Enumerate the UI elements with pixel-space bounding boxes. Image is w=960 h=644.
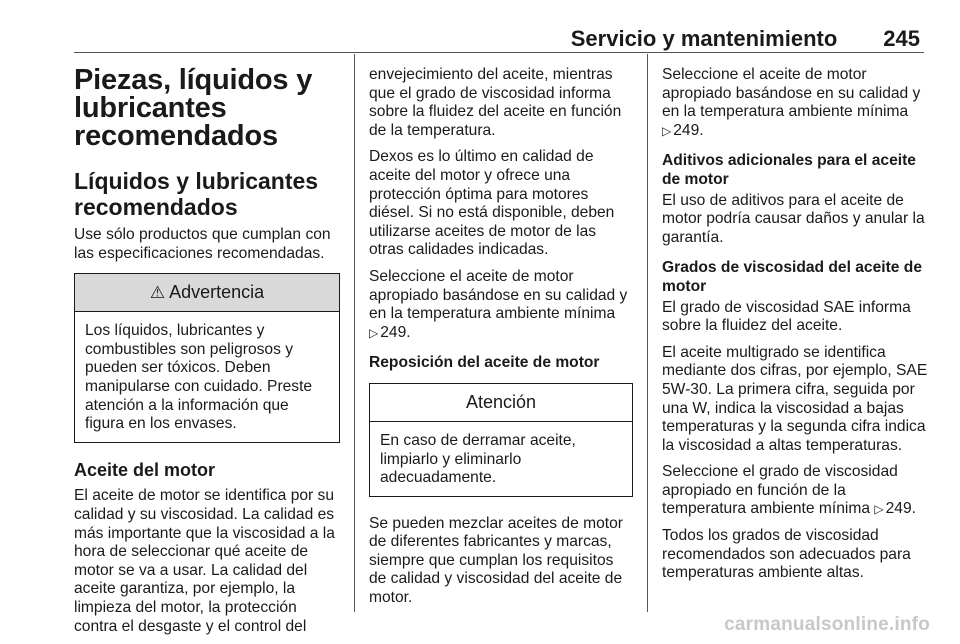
additives-paragraph: El uso de aditivos para el aceite de motor podría causar daños y anular la garantía. — [662, 191, 925, 246]
engine-oil-heading: Aceite del motor — [74, 459, 216, 480]
page-header — [74, 26, 920, 52]
page-reference-link[interactable]: 249. — [380, 323, 411, 341]
warning-triangle-icon: ⚠ — [149, 283, 166, 303]
column-3 — [662, 66, 928, 591]
section-heading: Líquidos y lubricantes recomendados — [74, 168, 319, 220]
paragraph — [662, 66, 928, 140]
paragraph: El aceite multigrado se identifica mediante dos cifras, por ejemplo, SAE 5W-30. La primera cifra, seguida por una W, indica la viscosidad a bajas temperaturas y la segunda cifra indica la viscosidad a altas temperaturas. — [662, 343, 928, 454]
caution-text: En caso de derramar aceite, limpiarlo y eliminarlo adecuadamente. — [380, 431, 576, 487]
paragraph: Todos los grados de viscosidad recomendados son adecuados para temperaturas ambiente altas. — [662, 527, 911, 582]
page-number: 245 — [883, 26, 920, 51]
column-divider — [647, 54, 648, 612]
paragraph — [662, 463, 928, 519]
column-divider — [354, 54, 355, 612]
warning-box-header — [75, 274, 339, 312]
page-reference-link[interactable]: 249. — [673, 121, 704, 139]
caution-box — [369, 383, 633, 497]
paragraph: Dexos es lo último en calidad de aceite del motor y ofrece una protección óptima para motores diésel. Si no está disponible, deben utilizarse aceites de motor de las otras calidades indicadas. — [369, 148, 615, 259]
section-title: Servicio y mantenimiento — [570, 26, 838, 51]
refill-heading: Reposición del aceite de motor — [369, 354, 600, 372]
caution-title: Atención — [370, 384, 632, 422]
warning-box — [74, 273, 340, 443]
column-2 — [369, 66, 633, 616]
column-1 — [74, 66, 340, 644]
paragraph: El grado de viscosidad SAE informa sobre la fluidez del aceite. — [662, 298, 911, 335]
page-reference-arrow-icon: ▷ — [874, 502, 884, 517]
page-reference-arrow-icon: ▷ — [369, 325, 379, 340]
header-rule — [74, 52, 924, 53]
paragraph — [369, 268, 633, 342]
watermark-text: carmanualsonline.info — [724, 614, 930, 635]
page-title: Piezas, líquidos y lubricantes recomendados — [74, 64, 313, 152]
viscosity-heading: Grados de viscosidad del aceite de motor — [662, 259, 922, 295]
page-reference-arrow-icon: ▷ — [662, 123, 672, 138]
paragraph: envejecimiento del aceite, mientras que el grado de viscosidad informa sobre la fluidez del aceite en función de la temperatura. — [369, 66, 622, 139]
paragraph-text: Seleccione el grado de viscosidad apropiado en función de la temperatura ambiente mínima — [662, 463, 898, 518]
warning-text: Los líquidos, lubricantes y combustibles son peligrosos y pueden ser tóxicos. Deben manipularse con cuidado. Preste atención a la información que figura en los envases. — [85, 322, 313, 433]
intro-paragraph: Use sólo productos que cumplan con las especificaciones recomendadas. — [74, 226, 331, 262]
engine-oil-paragraph: El aceite de motor se identifica por su calidad y su viscosidad. La calidad es más importante que la viscosidad a la hora de seleccionar qué aceite de motor se va a usar. La calidad del aceite garantiza, por ejemplo, la limpieza del motor, la protección contra el desgaste y el control del — [74, 487, 335, 635]
additives-heading: Aditivos adicionales para el aceite de motor — [662, 152, 916, 188]
warning-title: Advertencia — [169, 282, 265, 303]
page-reference-link[interactable]: 249. — [885, 500, 916, 518]
paragraph-text: Seleccione el aceite de motor apropiado basándose en su calidad y en la temperatura ambiente mínima — [369, 267, 628, 323]
paragraph-text: Seleccione el aceite de motor apropiado basándose en su calidad y en la temperatura ambiente mínima — [662, 66, 921, 121]
paragraph: Se pueden mezclar aceites de motor de diferentes fabricantes y marcas, siempre que cumplan los requisitos de calidad y viscosidad del aceite de motor. — [369, 514, 623, 607]
